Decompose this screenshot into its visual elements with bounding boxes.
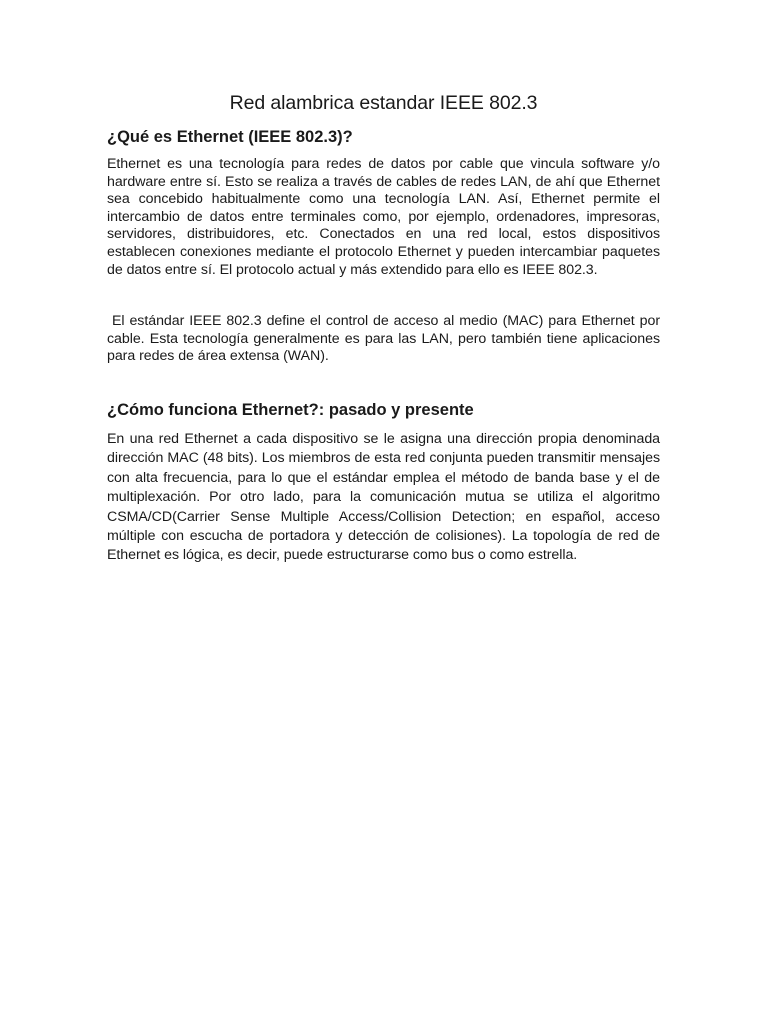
section-heading-how-ethernet-works: ¿Cómo funciona Ethernet?: pasado y presente (107, 400, 474, 419)
document-title: Red alambrica estandar IEEE 802.3 (229, 92, 538, 114)
section-heading-what-is-ethernet: ¿Qué es Ethernet (IEEE 802.3)? (107, 128, 353, 146)
paragraph-how-it-works: En una red Ethernet a cada dispositivo se le asigna una dirección propia denominada dirección MAC (48 bits). Los miembros de esta red conjunta pueden transmitir mensajes con alta frecuencia, para lo que el estándar emplea el método de banda base y el de multiplexación. Por otro lado, para la comunicación mutua se utiliza el algoritmo CSMA/CD(Carrier Sense Multiple Access/Collision Detection; en español, acceso múltiple con escucha de portadora y detección de colisiones). La topología de red de Ethernet es lógica, es decir, puede estructurarse como bus o como estrella. (107, 430, 660, 564)
paragraph-ieee-standard: El estándar IEEE 802.3 define el control de acceso al medio (MAC) para Ethernet por cable. Esta tecnología generalmente es para las LAN, pero también tiene aplicaciones para redes de área extensa (WAN). (107, 313, 664, 365)
paragraph-ethernet-intro: Ethernet es una tecnología para redes de datos por cable que vincula software y/o hardware entre sí. Esto se realiza a través de cables de redes LAN, de ahí que Ethernet sea concebido habitualmente como una tecnología LAN. Así, Ethernet permite el intercambio de datos entre terminales como, por ejemplo, ordenadores, impresoras, servidores, distribuidores, etc. Conectados en una red local, estos dispositivos establecen conexiones mediante el protocolo Ethernet y pueden intercambiar paquetes de datos entre sí. El protocolo actual y más extendido para ello es IEEE 802.3. (107, 156, 660, 278)
document-page (107, 90, 664, 566)
